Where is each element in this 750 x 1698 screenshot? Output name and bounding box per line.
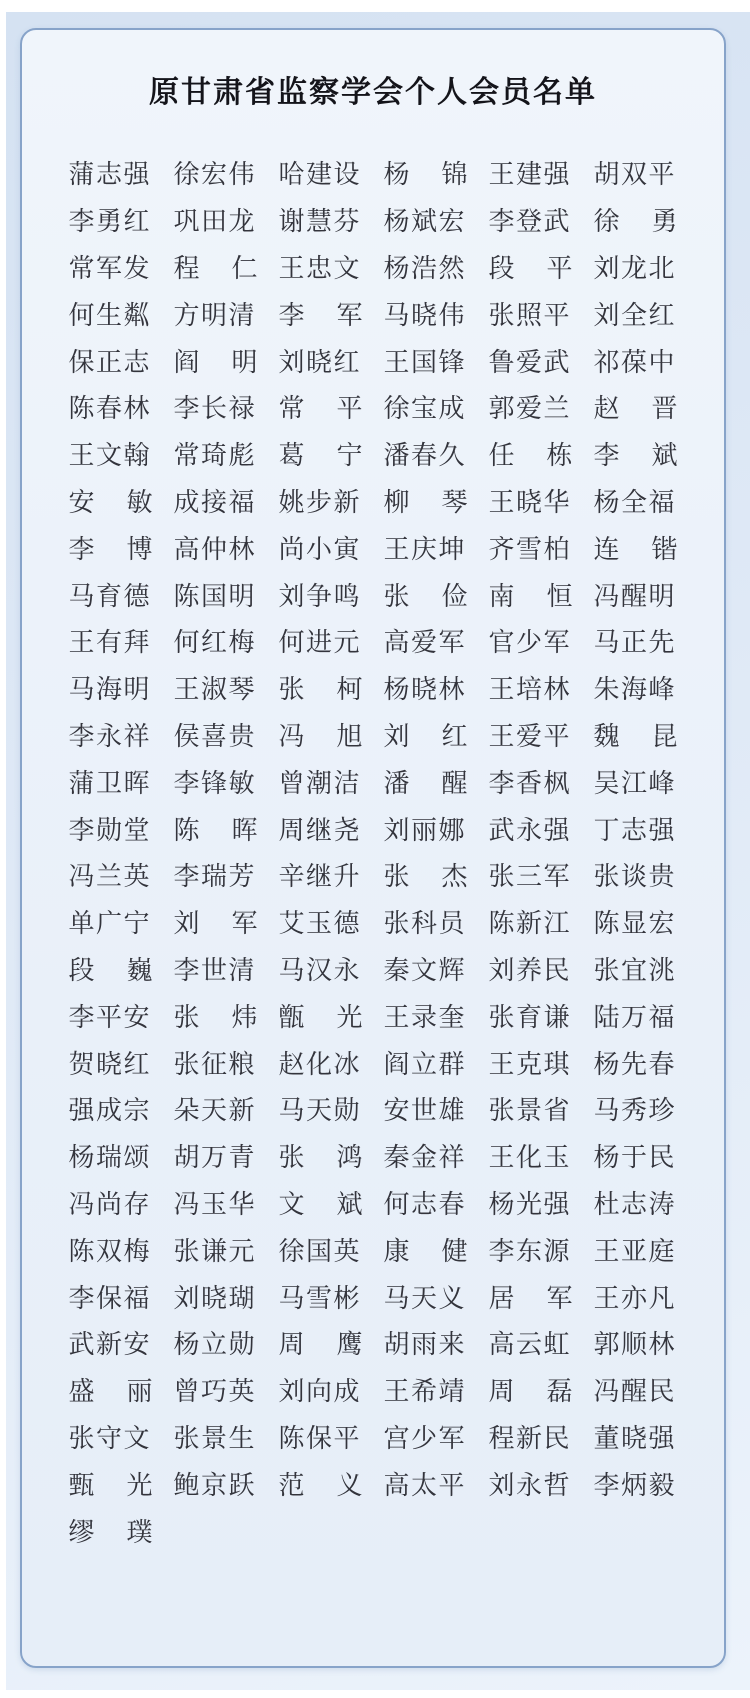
- member-name: 张守文: [68, 1423, 152, 1454]
- member-name: 陈新江: [488, 909, 572, 940]
- page-title: 原甘肃省监察学会个人会员名单: [149, 75, 597, 110]
- member-name-char: 磊: [546, 1377, 573, 1408]
- member-name: [488, 581, 573, 612]
- member-name: 王亚庭: [593, 1236, 677, 1267]
- member-name-char: 柳: [383, 487, 410, 518]
- member-name: 刘龙北: [593, 253, 677, 284]
- member-name: 秦金祥: [383, 1143, 467, 1174]
- member-name: 张谈贵: [593, 862, 677, 893]
- member-name-char: 居: [488, 1283, 515, 1314]
- member-name: [173, 347, 258, 378]
- member-name: 李勇红: [68, 207, 152, 238]
- member-name: 杨晓林: [383, 675, 467, 706]
- member-name-char: 明: [231, 347, 258, 378]
- member-name-char: 段: [488, 253, 515, 284]
- member-name: 陆万福: [593, 1002, 677, 1033]
- member-name-char: 锦: [441, 160, 468, 191]
- member-name: 郭爱兰: [488, 394, 572, 425]
- member-name: 王建强: [488, 160, 572, 191]
- member-name-char: 鸿: [336, 1143, 363, 1174]
- member-name: 宫少军: [383, 1423, 467, 1454]
- member-name-char: 锴: [651, 534, 678, 565]
- member-name: 武新安: [68, 1330, 152, 1361]
- member-name: [593, 441, 678, 472]
- member-name: 陈春林: [68, 394, 152, 425]
- member-name: 赵化冰: [278, 1049, 362, 1080]
- member-name: [383, 1236, 468, 1267]
- member-name: 李平安: [68, 1002, 152, 1033]
- member-name-char: 李: [278, 300, 305, 331]
- member-name: 徐宝成: [383, 394, 467, 425]
- member-name: [278, 300, 363, 331]
- member-name: [488, 441, 573, 472]
- member-name: 武永强: [488, 815, 572, 846]
- member-name: 周继尧: [278, 815, 362, 846]
- member-name: 王文翰: [68, 441, 152, 472]
- member-name: [383, 487, 468, 518]
- member-name-char: 甑: [278, 1002, 305, 1033]
- member-name: 吴江峰: [593, 768, 677, 799]
- member-name: [278, 1002, 363, 1033]
- member-name: 杜志涛: [593, 1189, 677, 1220]
- member-name: [593, 721, 678, 752]
- member-name: 马天义: [383, 1283, 467, 1314]
- member-name: 蒲卫晖: [68, 768, 152, 799]
- member-name-char: 潘: [383, 768, 410, 799]
- member-name: 陈双梅: [68, 1236, 152, 1267]
- member-name: 王淑琴: [173, 675, 257, 706]
- member-name-char: 张: [383, 581, 410, 612]
- member-name: 张征粮: [173, 1049, 257, 1080]
- member-name: 张谦元: [173, 1236, 257, 1267]
- member-name: 李东源: [488, 1236, 572, 1267]
- member-name-char: 琴: [441, 487, 468, 518]
- member-name-char: 段: [68, 955, 95, 986]
- member-name-char: 李: [68, 534, 95, 565]
- member-name: 董晓强: [593, 1423, 677, 1454]
- member-name: 刘晓瑚: [173, 1283, 257, 1314]
- member-name-char: 栋: [546, 441, 573, 472]
- member-name-char: 陈: [173, 815, 200, 846]
- member-name: [488, 253, 573, 284]
- member-name: 官少军: [488, 628, 572, 659]
- member-name: 秦文辉: [383, 955, 467, 986]
- member-name: 王国锋: [383, 347, 467, 378]
- member-name: 高爱军: [383, 628, 467, 659]
- member-name-char: 安: [68, 487, 95, 518]
- member-name: [593, 394, 678, 425]
- member-name-char: 徐: [593, 207, 620, 238]
- member-name: [173, 815, 258, 846]
- member-name: 陈国明: [173, 581, 257, 612]
- member-name: 张照平: [488, 300, 572, 331]
- member-name-char: 张: [278, 675, 305, 706]
- member-name-char: 平: [546, 253, 573, 284]
- member-name: 王有拜: [68, 628, 152, 659]
- member-name-char: 刘: [383, 721, 410, 752]
- member-name: [278, 1143, 363, 1174]
- member-name: 贺晓红: [68, 1049, 152, 1080]
- member-name: 刘永哲: [488, 1470, 572, 1501]
- member-name-char: 军: [336, 300, 363, 331]
- member-name: 马育德: [68, 581, 152, 612]
- member-name: 常琦彪: [173, 441, 257, 472]
- member-name: 张三军: [488, 862, 572, 893]
- member-name: [278, 441, 363, 472]
- member-name: 高云虹: [488, 1330, 572, 1361]
- member-name: 李保福: [68, 1283, 152, 1314]
- member-name: [383, 768, 468, 799]
- member-name: 马天勋: [278, 1096, 362, 1127]
- member-name: 齐雪柏: [488, 534, 572, 565]
- member-name: [383, 862, 468, 893]
- member-name: 王亦凡: [593, 1283, 677, 1314]
- member-name: 冯玉华: [173, 1189, 257, 1220]
- member-name-char: 炜: [231, 1002, 258, 1033]
- member-name: 李炳毅: [593, 1470, 677, 1501]
- member-name: [173, 909, 258, 940]
- member-name: 程新民: [488, 1423, 572, 1454]
- member-name: 何进元: [278, 628, 362, 659]
- member-name: 李香枫: [488, 768, 572, 799]
- member-name: 胡万青: [173, 1143, 257, 1174]
- member-name: 马雪彬: [278, 1283, 362, 1314]
- member-name: 保正志: [68, 347, 152, 378]
- member-name: 何红梅: [173, 628, 257, 659]
- member-name-char: 阎: [173, 347, 200, 378]
- member-name: [278, 1330, 363, 1361]
- member-name-char: 柯: [336, 675, 363, 706]
- member-name: [278, 721, 363, 752]
- member-name: 何生粼: [68, 300, 152, 331]
- member-name: [173, 1002, 258, 1033]
- member-name: 胡雨来: [383, 1330, 467, 1361]
- member-name: 郭顺林: [593, 1330, 677, 1361]
- member-name-char: 璞: [126, 1517, 153, 1548]
- member-name: 姚步新: [278, 487, 362, 518]
- member-name: [488, 1377, 573, 1408]
- member-name-char: 宁: [336, 441, 363, 472]
- member-name: 杨立勋: [173, 1330, 257, 1361]
- member-name-char: 康: [383, 1236, 410, 1267]
- member-name-char: 昆: [651, 721, 678, 752]
- member-name-char: 军: [546, 1283, 573, 1314]
- member-name: 鲁爱武: [488, 347, 572, 378]
- member-name: 马海明: [68, 675, 152, 706]
- member-name-char: 斌: [336, 1189, 363, 1220]
- member-name-char: 甄: [68, 1470, 95, 1501]
- member-name: 徐国英: [278, 1236, 362, 1267]
- member-name: 阎立群: [383, 1049, 467, 1080]
- member-name-char: 鹰: [336, 1330, 363, 1361]
- member-name: 成接福: [173, 487, 257, 518]
- member-name: 李长禄: [173, 394, 257, 425]
- member-name-char: 常: [278, 394, 305, 425]
- member-name: 胡双平: [593, 160, 677, 191]
- member-name: 冯兰英: [68, 862, 152, 893]
- member-name: 马正先: [593, 628, 677, 659]
- member-name: [278, 675, 363, 706]
- member-name-char: 巍: [126, 955, 153, 986]
- member-name: [278, 1189, 363, 1220]
- member-name-char: 张: [278, 1143, 305, 1174]
- member-name: 安世雄: [383, 1096, 467, 1127]
- member-name: 王希靖: [383, 1377, 467, 1408]
- member-name: 马晓伟: [383, 300, 467, 331]
- member-name: 巩田龙: [173, 207, 257, 238]
- member-name-char: 魏: [593, 721, 620, 752]
- member-name: [278, 394, 363, 425]
- member-name: 王录奎: [383, 1002, 467, 1033]
- member-name: 冯醒民: [593, 1377, 677, 1408]
- member-name: 哈建设: [278, 160, 362, 191]
- member-name: 尚小寅: [278, 534, 362, 565]
- member-name: 李瑞芳: [173, 862, 257, 893]
- member-name-char: 敏: [126, 487, 153, 518]
- member-name: 潘春久: [383, 441, 467, 472]
- member-name: 李锋敏: [173, 768, 257, 799]
- member-name: [173, 253, 258, 284]
- member-name-char: 程: [173, 253, 200, 284]
- member-name-char: 张: [173, 1002, 200, 1033]
- member-name: 辛继升: [278, 862, 362, 893]
- member-name: 陈保平: [278, 1423, 362, 1454]
- member-name: 张育谦: [488, 1002, 572, 1033]
- member-name-char: 南: [488, 581, 515, 612]
- member-name: 杨光强: [488, 1189, 572, 1220]
- member-name: [488, 1283, 573, 1314]
- member-name: 曾巧英: [173, 1377, 257, 1408]
- member-name: 李登武: [488, 207, 572, 238]
- member-name: 王培林: [488, 675, 572, 706]
- member-name: [278, 1470, 363, 1501]
- member-name: 冯尚存: [68, 1189, 152, 1220]
- member-name: 强成宗: [68, 1096, 152, 1127]
- member-name-char: 丽: [126, 1377, 153, 1408]
- member-name: [68, 955, 153, 986]
- member-name: 常军发: [68, 253, 152, 284]
- member-name: 谢慧芬: [278, 207, 362, 238]
- member-name-char: 杰: [441, 862, 468, 893]
- member-name: 张宜洮: [593, 955, 677, 986]
- member-name: 王克琪: [488, 1049, 572, 1080]
- member-name: 蒲志强: [68, 160, 152, 191]
- member-name: [68, 1377, 153, 1408]
- member-name: [383, 581, 468, 612]
- member-name-char: 光: [126, 1470, 153, 1501]
- member-name: 祁葆中: [593, 347, 677, 378]
- member-name: 高仲林: [173, 534, 257, 565]
- member-name: 朵天新: [173, 1096, 257, 1127]
- member-name-char: 义: [336, 1470, 363, 1501]
- member-name-char: 刘: [173, 909, 200, 940]
- member-name: 艾玉德: [278, 909, 362, 940]
- member-name-char: 晖: [231, 815, 258, 846]
- member-name-char: 盛: [68, 1377, 95, 1408]
- member-name-char: 恒: [546, 581, 573, 612]
- member-name: [383, 160, 468, 191]
- member-name: 张科员: [383, 909, 467, 940]
- member-name: 刘丽娜: [383, 815, 467, 846]
- member-name: [593, 207, 678, 238]
- member-name: 王晓华: [488, 487, 572, 518]
- member-name: 何志春: [383, 1189, 467, 1220]
- member-name: 徐宏伟: [173, 160, 257, 191]
- member-name-char: 斌: [651, 441, 678, 472]
- member-list-card: [20, 28, 726, 1668]
- member-name-char: 缪: [68, 1517, 95, 1548]
- member-name-char: 周: [278, 1330, 305, 1361]
- member-name: 杨于民: [593, 1143, 677, 1174]
- member-grid: [69, 152, 678, 1556]
- member-name-char: 红: [441, 721, 468, 752]
- member-name: 李勋堂: [68, 815, 152, 846]
- member-name: 丁志强: [593, 815, 677, 846]
- member-name-char: 连: [593, 534, 620, 565]
- member-name: 刘晓红: [278, 347, 362, 378]
- member-name: 张景省: [488, 1096, 572, 1127]
- member-name: 刘争鸣: [278, 581, 362, 612]
- member-name: [68, 487, 153, 518]
- member-name-char: 范: [278, 1470, 305, 1501]
- member-name: 陈显宏: [593, 909, 677, 940]
- member-name: [68, 1517, 153, 1548]
- member-name: 刘养民: [488, 955, 572, 986]
- member-name: [68, 1470, 153, 1501]
- member-name-char: 平: [336, 394, 363, 425]
- member-name: 王爱平: [488, 721, 572, 752]
- member-name-char: 光: [336, 1002, 363, 1033]
- member-name-char: 李: [593, 441, 620, 472]
- member-name-char: 勇: [651, 207, 678, 238]
- member-name-char: 葛: [278, 441, 305, 472]
- member-name-char: 冯: [278, 721, 305, 752]
- member-name: 王庆坤: [383, 534, 467, 565]
- member-name-char: 醒: [441, 768, 468, 799]
- member-name: 侯喜贵: [173, 721, 257, 752]
- member-name: 杨先春: [593, 1049, 677, 1080]
- member-name-char: 仁: [231, 253, 258, 284]
- member-name: 王忠文: [278, 253, 362, 284]
- member-name: 曾潮洁: [278, 768, 362, 799]
- member-name: 杨全福: [593, 487, 677, 518]
- member-name-char: 赵: [593, 394, 620, 425]
- member-name: 单广宁: [68, 909, 152, 940]
- member-name: 刘全红: [593, 300, 677, 331]
- member-name-char: 俭: [441, 581, 468, 612]
- member-name: 高太平: [383, 1470, 467, 1501]
- member-name: 鲍京跃: [173, 1470, 257, 1501]
- member-name: 马秀珍: [593, 1096, 677, 1127]
- member-name: 杨瑞颂: [68, 1143, 152, 1174]
- member-name: 朱海峰: [593, 675, 677, 706]
- member-name: 杨斌宏: [383, 207, 467, 238]
- member-name: 刘向成: [278, 1377, 362, 1408]
- member-name: 杨浩然: [383, 253, 467, 284]
- member-name-char: 健: [441, 1236, 468, 1267]
- member-name: 方明清: [173, 300, 257, 331]
- member-name: 王化玉: [488, 1143, 572, 1174]
- member-name-char: 杨: [383, 160, 410, 191]
- member-name: [593, 534, 678, 565]
- member-name-char: 晋: [651, 394, 678, 425]
- member-name-char: 博: [126, 534, 153, 565]
- member-name: 马汉永: [278, 955, 362, 986]
- member-name: 李永祥: [68, 721, 152, 752]
- member-name: [383, 721, 468, 752]
- member-name-char: 军: [231, 909, 258, 940]
- member-name-char: 任: [488, 441, 515, 472]
- member-name-char: 旭: [336, 721, 363, 752]
- member-name: 冯醒明: [593, 581, 677, 612]
- member-name-char: 周: [488, 1377, 515, 1408]
- member-name: [68, 534, 153, 565]
- member-name-char: 文: [278, 1189, 305, 1220]
- member-name-char: 张: [383, 862, 410, 893]
- member-name: 张景生: [173, 1423, 257, 1454]
- member-name: 李世清: [173, 955, 257, 986]
